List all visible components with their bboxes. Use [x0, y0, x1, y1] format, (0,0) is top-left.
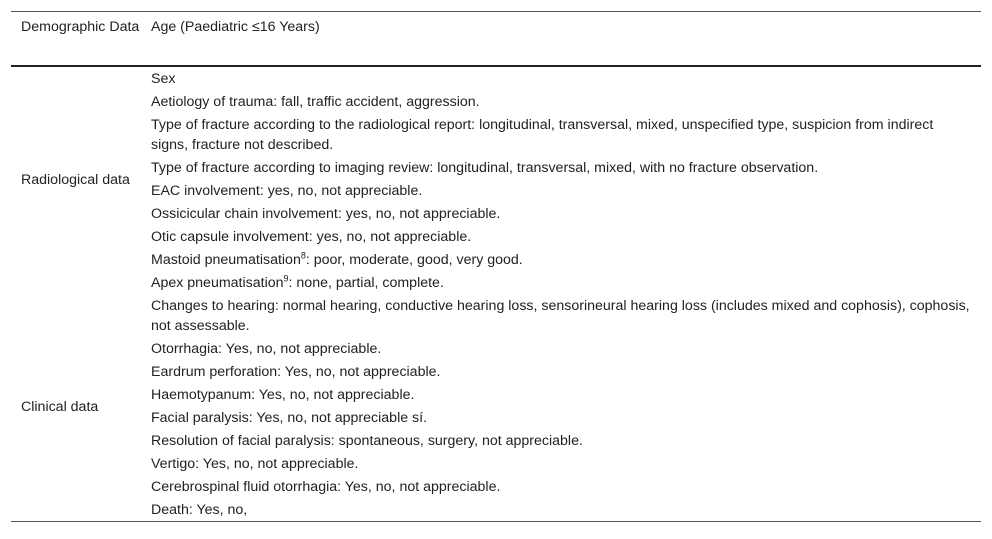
list-item: Changes to hearing: normal hearing, conductive hearing loss, sensorineural hearing loss (includes mixed and cophosis), cophosis, not assessable. [151, 297, 970, 334]
list-item: Otic capsule involvement: yes, no, not appreciable. [151, 228, 472, 245]
group-row-radiological [11, 66, 981, 294]
header-col1: Demographic Data [11, 12, 141, 66]
list-item: Aetiology of trauma: fall, traffic accident, aggression. [151, 93, 480, 110]
list-item: Vertigo: Yes, no, not appreciable. [151, 455, 359, 472]
list-item: Apex pneumatisation$^9$: none, partial, complete. [151, 272, 444, 291]
list-item: Facial paralysis: Yes, no, not appreciable sí. [151, 409, 428, 426]
list-item: Death: Yes, no, [151, 501, 248, 518]
list-item: Otorrhagia: Yes, no, not appreciable. [151, 340, 382, 357]
reference-superscript: 9 [283, 272, 289, 283]
group-items-radiological [141, 66, 981, 294]
variables-table [11, 11, 981, 522]
list-item: Resolution of facial paralysis: spontaneous, surgery, not appreciable. [151, 432, 583, 449]
group-label-radiological: Radiological data [21, 172, 130, 188]
list-item: Cerebrospinal fluid otorrhagia: Yes, no, not appreciable. [151, 478, 501, 495]
list-item: Haemotypanum: Yes, no, not appreciable. [151, 386, 415, 403]
list-item: Ossicicular chain involvement: yes, no, not appreciable. [151, 205, 501, 222]
list-item: Type of fracture according to imaging review: longitudinal, transversal, mixed, with no fracture observation. [151, 159, 819, 176]
header-row [11, 12, 981, 66]
table-header [11, 12, 981, 66]
table-body [11, 66, 981, 522]
reference-superscript: 8 [300, 249, 306, 260]
list-item: EAC involvement: yes, no, not appreciable. [151, 182, 423, 199]
list-item: Mastoid pneumatisation$^8$: poor, moderate, good, very good. [151, 249, 523, 268]
header-col2: Age (Paediatric ≤16 Years) [141, 12, 981, 66]
group-row-clinical [11, 294, 981, 522]
list-item: Type of fracture according to the radiological report: longitudinal, transversal, mixed, unspecified type, suspicion from indirect signs, fracture not described. [151, 116, 934, 153]
data-table-container [11, 11, 981, 522]
group-items-clinical [141, 294, 981, 522]
list-item: Eardrum perforation: Yes, no, not appreciable. [151, 363, 441, 380]
group-label-clinical: Clinical data [11, 294, 141, 522]
list-item: Sex [151, 70, 176, 87]
